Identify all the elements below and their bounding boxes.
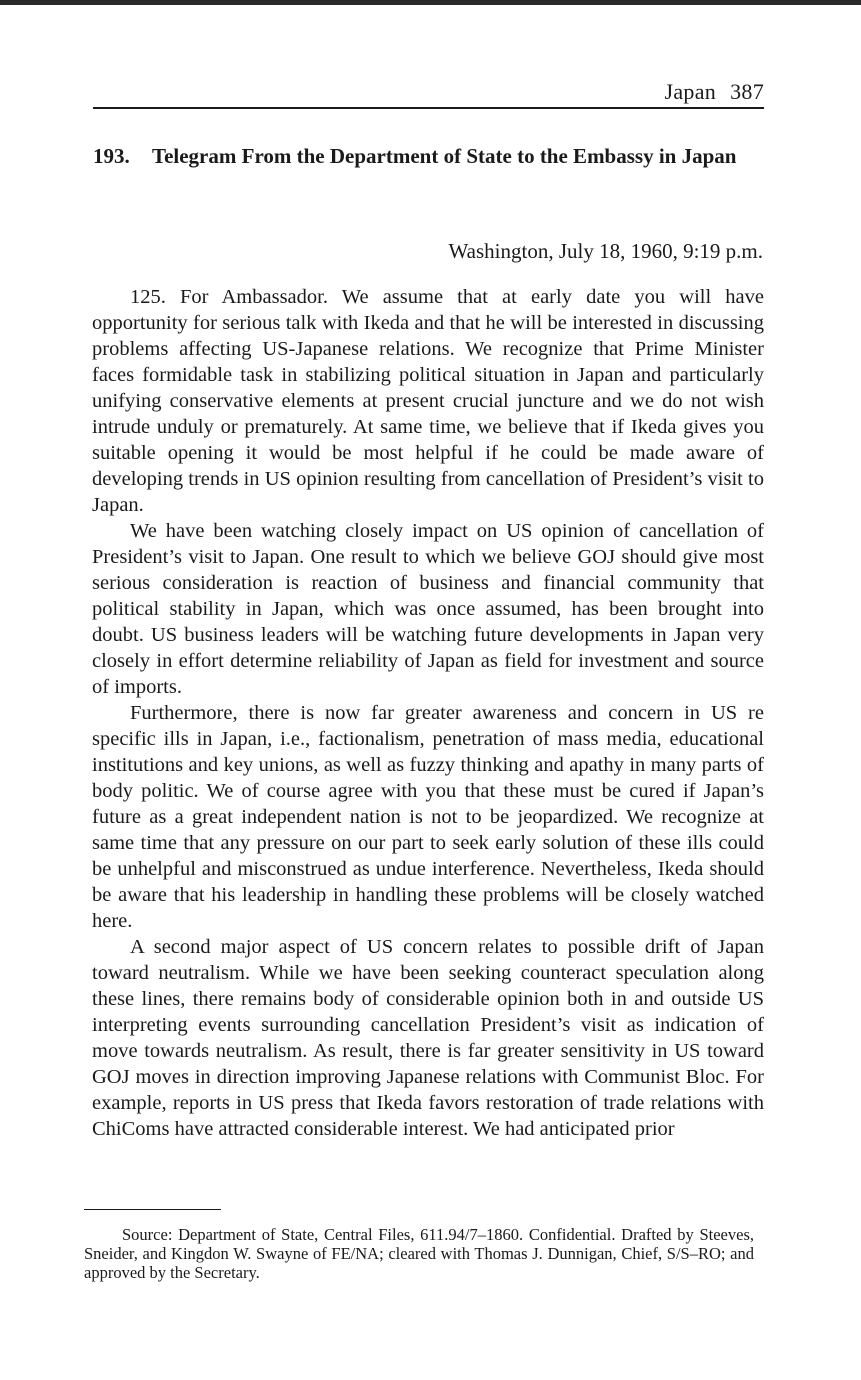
document-title: Telegram From the Department of State to the Embassy in Japan [152, 144, 737, 168]
footnote-text: Source: Department of State, Central Files, 611.94/7–1860. Confidential. Drafted by Steeves, Sneider, and Kingdon W. Swayne of FE/NA; cleared with Thomas J. Dunnigan, Chief, S/S–RO; and approved by the Secretary. [84, 1225, 754, 1282]
paragraph: A second major aspect of US concern relates to possible drift of Japan toward neutralism. While we have been seeking counteract speculation along these lines, there remains body of considerable opinion both in and outside US interpreting events surrounding cancellation President’s visit as indication of move towards neutralism. As result, there is far greater sensitivity in US toward GOJ moves in direction improving Japanese relations with Communist Bloc. For example, reports in US press that Ikeda favors restoration of trade relations with ChiComs have attracted considerable interest. We had anticipated prior [92, 936, 764, 1140]
paragraph: 125. For Ambassador. We assume that at early date you will have opportunity for serious talk with Ikeda and that he will be interested in discussing problems affecting US-Japanese relations. We recognize that Prime Minister faces formidable task in stabilizing political situation in Japan and particularly unifying conservative elements at present crucial juncture and we do not wish intrude unduly or prematurely. At same time, we believe that if Ikeda gives you suitable opening it would be most helpful if he could be made aware of developing trends in US opinion resulting from cancellation of President’s visit to Japan. [92, 286, 764, 516]
document-heading [93, 144, 764, 169]
document-number: 193. [93, 144, 130, 168]
footnote-rule [84, 1209, 221, 1210]
header-rule [93, 107, 764, 109]
source-footnote [84, 1225, 754, 1282]
page-top-edge [0, 0, 861, 5]
dateline: Washington, July 18, 1960, 9:19 p.m. [448, 239, 763, 263]
running-head-section: Japan [664, 79, 717, 104]
running-head [665, 79, 765, 105]
paragraph: Furthermore, there is now far greater awareness and concern in US re specific ills in Japan, i.e., factionalism, penetration of mass media, educational institutions and key unions, as well as fuzzy thinking and apathy in many parts of body politic. We of course agree with you that these must be cured if Japan’s future as a great independent nation is not to be jeopardized. We recognize at same time that any pressure on our part to seek early solution of these ills could be unhelpful and misconstrued as undue interference. Nevertheless, Ikeda should be aware that his leadership in handling these problems will be closely watched here. [92, 702, 764, 932]
paragraph: We have been watching closely impact on US opinion of cancellation of President’s visit to Japan. One result to which we believe GOJ should give most serious consideration is reaction of business and financial community that political stability in Japan, which was once assumed, has been brought into doubt. US business leaders will be watching future developments in Japan very closely in effort determine reliability of Japan as field for investment and source of imports. [92, 520, 764, 698]
body-text [92, 284, 764, 1142]
page-number: 387 [730, 79, 764, 104]
